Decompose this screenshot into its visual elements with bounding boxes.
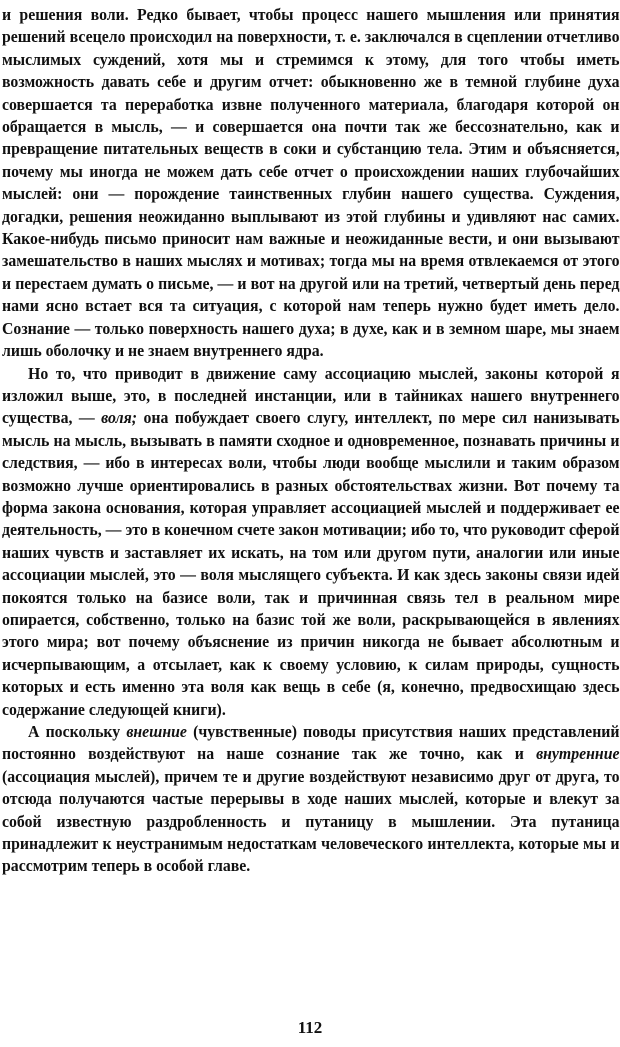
- emphasized-text: внешние: [126, 722, 187, 741]
- emphasized-text: воля;: [101, 408, 138, 428]
- paragraph-text: и решения воли. Редко бывает, чтобы процесс нашего мышления или принятия решений всецело происходил на поверхности, т. е. заключался в сцеплении отчетливо мыслимых суждений, хотя мы и стремимся к этому, для того чтобы иметь возможность давать себе и другим отчет: обыкновенно же в темной глубине духа совершается та переработка извне полученного материала, благодаря которой он обращается в мысль, — и совершается она почти так же бессознательно, как и превращение питательных веществ в соки и субстанцию тела. Этим и объясняется, почему мы иногда не можем дать себе отчет о происхождении наших глубочайших мыслей: они — порождение таинственных глубин нашего существа. Суждения, догадки, решения неожиданно выплывают из этой глубины и удивляют нас самих. Какое-нибудь письмо приносит нам важные и неожиданные вести, и они вызывают замешательство в наших мыслях и мотивах; тогда мы на время отвлекаемся от этого и перестаем думать о письме, — и вот на другой или на третий, четвертый день перед нами ясно встает вся та ситуация, с которой нам теперь нужно будет иметь дело. Сознание — только поверхность нашего духа; в духе, как и в земном шаре, мы знаем лишь оболочку и не знаем внутреннего ядра.: [2, 5, 620, 361]
- page-number: 112: [297, 1018, 323, 1037]
- paragraph: [2, 363, 620, 722]
- body-text: [2, 4, 620, 878]
- paragraph-text: она побуждает своего слугу, интеллект, по мере сил нанизывать мысль на мысль, вызывать в памяти сходное и одновременное, познавать причины и следствия, — ибо в интересах воли, чтобы люди вообще мыслили и таким образом возможно лучше ориентировались в разных обстоятельствах жизни. Вот почему та форма закона основания, которая управляет ассоциацией мыслей и поддерживает ее деятельность, — это в конечном счете закон мотивации; ибо то, что руководит сферой наших чувств и заставляет их искать, на том или другом пути, аналогии или иные ассоциации мыслей, это — воля мыслящего субъекта. И как здесь законы связи идей покоятся только на базисе воли, так и причинная связь тел в реальном мире опирается, собственно, только на базис той же воли, раскрывающейся в явлениях этого мира; вот почему объяснение из причин никогда не бывает абсолютным и исчерпывающим, а отсылает, как к своему условию, к силам природы, сущность которых и есть именно эта воля как вещь в себе (я, конечно, предвосхищаю здесь содержание следующей книги).: [2, 408, 620, 719]
- paragraph-text: (чувственные) поводы присутствия наших представлений постоянно воздействуют на наше сознание так же точно, как и: [2, 722, 620, 764]
- paragraph: [2, 4, 620, 363]
- paragraph-text: (ассоциация мыслей), причем те и другие воздействуют независимо друг от друга, то отсюда получаются частые перерывы в ходе наших мыслей, которые и влекут за собой известную раздробленность и путаницу в мышлении. Эта путаница принадлежит к неустранимым недостаткам человеческого интеллекта, которые мы и рассмотрим теперь в особой главе.: [2, 766, 620, 876]
- paragraph: [2, 721, 620, 878]
- paragraph-text: А поскольку: [28, 722, 127, 741]
- emphasized-text: внутренние: [536, 744, 620, 764]
- paragraph-text: Но то, что приводит в движение саму ассоциацию мыслей, законы которой я изложил выше, это, в последней инстанции, или в тайниках нашего внутреннего существа, —: [2, 363, 620, 428]
